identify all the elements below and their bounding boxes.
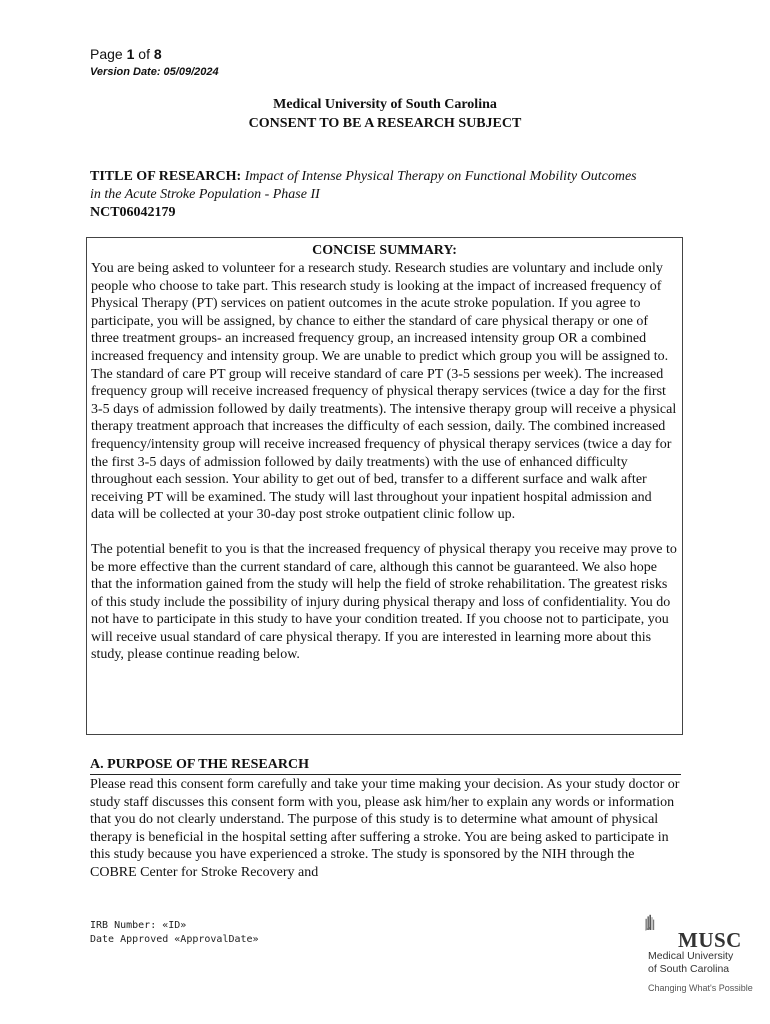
page-current: 1 [126, 46, 135, 62]
institution-name: Medical University of South Carolina [273, 97, 497, 112]
research-title: Impact of Intense Physical Therapy on Functional Mobility Outcomes in the Acute Stroke Population - Phase II [90, 169, 637, 202]
logo-musc-text: MUSC [678, 928, 742, 952]
irb-footer [90, 919, 259, 947]
concise-summary-box [86, 237, 683, 735]
research-title-block [90, 168, 650, 222]
musc-building-icon [643, 912, 683, 952]
logo-line-2: of South Carolina [648, 963, 730, 975]
summary-paragraph-1: You are being asked to volunteer for a research study. Research studies are voluntary and include only people who choose to take part. This research study is looking at the impact of increased frequency of Physical Therapy (PT) services on patient outcomes in the acute stroke population. If you agree to participate, you will be assigned, by chance to either the standard of care physical therapy or one of three treatment groups- an increased frequency group, an increased intensity group OR a combined increased frequency and intensity group. We are unable to predict which group you will be assigned to. The standard of care PT group will receive standard of care PT (3-5 sessions per week). The increased frequency group will receive increased frequency of physical therapy services (twice a day for the first 3-5 days of admission followed by daily treatments). The intensive therapy group will receive a physical therapy treatment approach that increases the difficulty of each session, daily. The combined increased frequency/intensity group will receive increased frequency of physical therapy services (twice a day for the first 3-5 days of admission followed by daily treatments) with the use of enhanced difficulty throughout each session. Your ability to get out of bed, transfer to a different surface and walk after receiving PT will be examined. The study will last throughout your inpatient hospital admission and data will be collected at your 30-day post stroke outpatient clinic follow up. [91, 261, 677, 523]
version-date: Version Date: 05/09/2024 [90, 66, 219, 78]
nct-number: NCT06042179 [90, 205, 176, 220]
logo-tagline: Changing What's Possible [648, 983, 753, 993]
summary-heading: CONCISE SUMMARY: [312, 243, 457, 258]
irb-number: IRB Number: «ID» [90, 920, 187, 931]
research-title-label: TITLE OF RESEARCH: [90, 169, 242, 184]
page-number [90, 46, 162, 62]
document-title: CONSENT TO BE A RESEARCH SUBJECT [248, 116, 522, 131]
section-a-heading: A. PURPOSE OF THE RESEARCH [90, 756, 681, 775]
logo-line-1: Medical University [648, 950, 734, 962]
page-word: Page [90, 46, 123, 62]
page-total: 8 [153, 46, 162, 62]
date-approved: Date Approved «ApprovalDate» [90, 934, 259, 945]
summary-paragraph-2: The potential benefit to you is that the increased frequency of physical therapy you receive may prove to be more effective than the current standard of care, although this cannot be guaranteed. We also hope that the information gained from the study will help the field of stroke rehabilitation. The greatest risks of this study include the possibility of injury during physical therapy and loss of confidentiality. You do not have to participate in this study to have your condition treated. If you choose not to participate, you will receive usual standard of care physical therapy. If you are interested in learning more about this study, please continue reading below. [91, 541, 677, 663]
page-of: of [138, 46, 150, 62]
section-a-body: Please read this consent form carefully and take your time making your decision. As your study doctor or study staff discusses this consent form with you, please ask him/her to explain any words or information that you do not clearly understand. The purpose of this study is to determine what amount of physical therapy is beneficial in the hospital setting after suffering a stroke. You are being asked to participate in this study because you have experienced a stroke. The study is sponsored by the NIH through the COBRE Center for Stroke Recovery and [90, 777, 680, 880]
